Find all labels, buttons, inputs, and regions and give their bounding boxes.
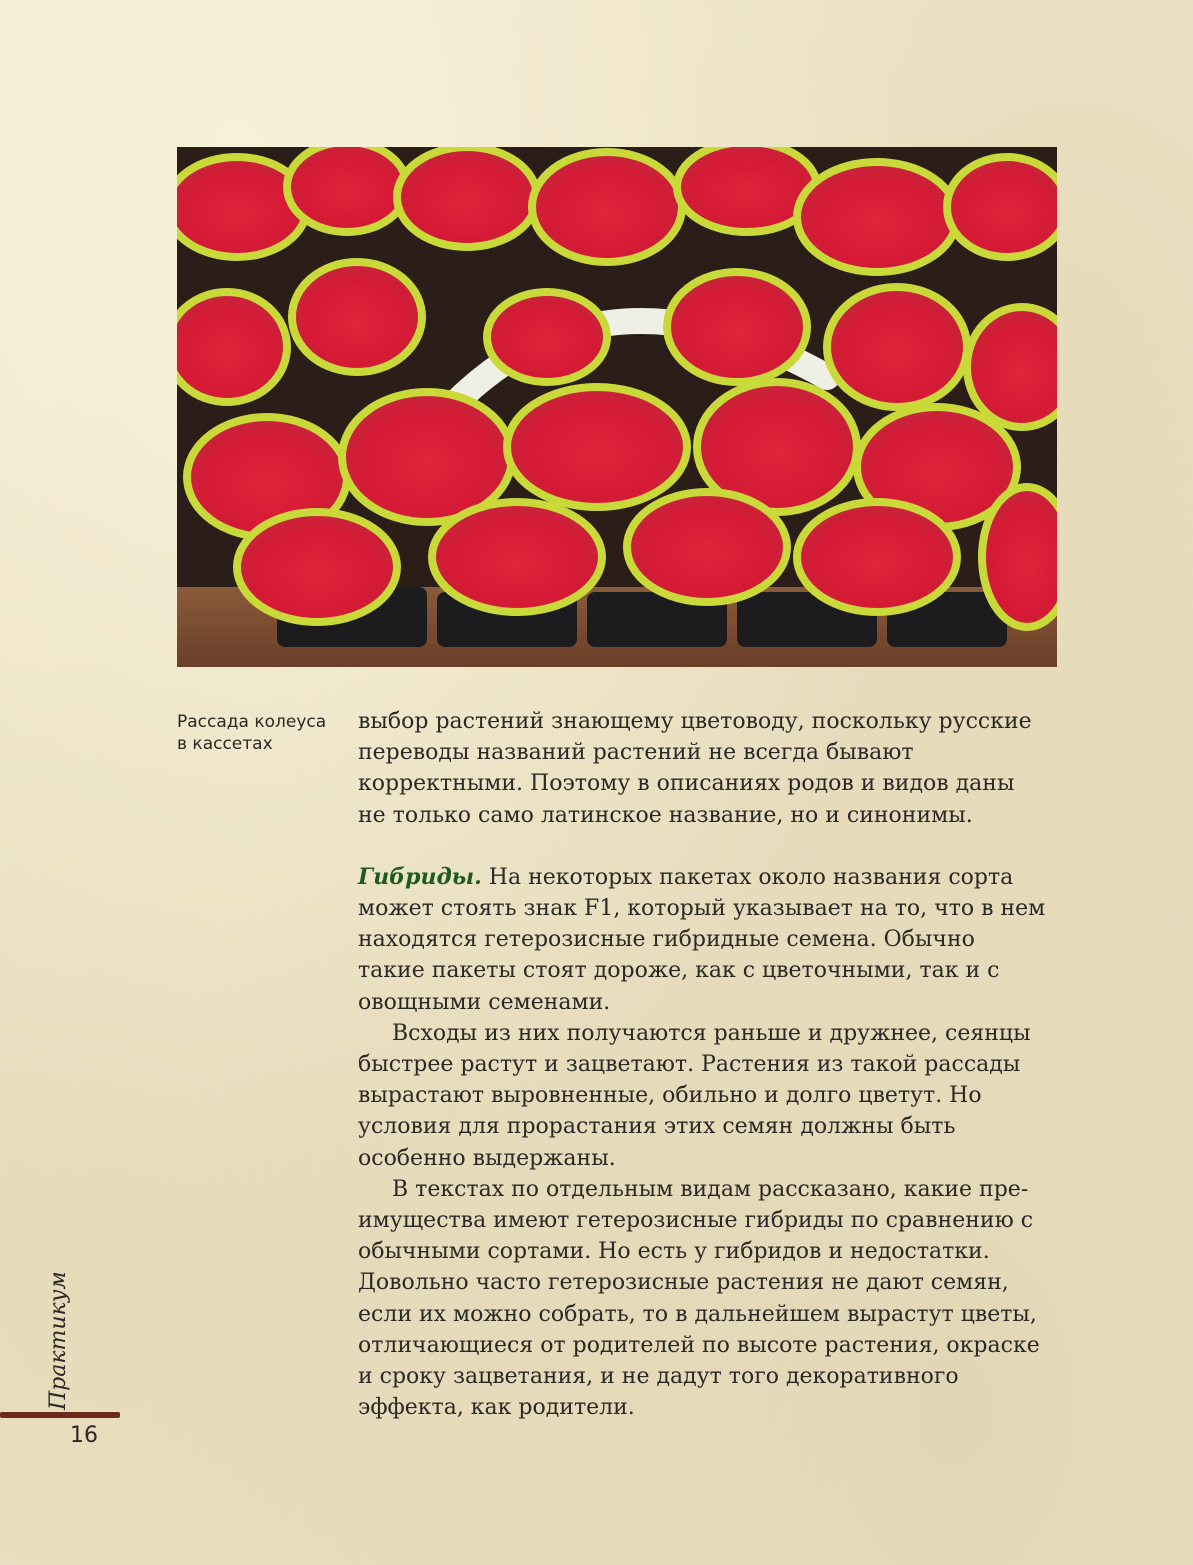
- hybrids-paragraph-2: Всходы из них получаются раньше и дружнее, сеянцы быстрее растут и зацветают. Растения из такой рассады вырастают выровненные, обильно и долго цветут. Но условия для прорастания этих семян должны быть особенно выдержаны.: [358, 1020, 1031, 1171]
- caption-line-2: в кассетах: [177, 734, 273, 754]
- intro-paragraph: выбор растений знающему цветоводу, поскольку русские переводы названий растений не всегда бывают корректными. Поэтому в описаниях родов и видов даны не только само латинское название, но и синонимы.: [358, 709, 1032, 828]
- coleus-photo: [177, 147, 1057, 667]
- photo-caption: [177, 711, 327, 755]
- section-side-label: Практикум: [46, 1271, 71, 1410]
- hybrids-paragraph: [358, 862, 1048, 1018]
- side-rule-divider: [0, 1412, 120, 1418]
- hybrids-paragraph-3: В текстах по отдельным видам рассказано, какие преимущества имеют гетерозисные гибриды по сравнению с обычными сортами. Но есть у гибридов и недостатки. Довольно часто гетерозисные растения не дают семян, если их можно собрать, то в дальнейшем вырастут цветы, отличающиеся от родителей по высоте растения, окраске и сроку зацветания, и не дадут того декоративного эффекта, как родители.: [358, 1176, 1040, 1421]
- caption-line-1: Рассада колеуса: [177, 712, 327, 732]
- hybrids-heading: Гибриды.: [358, 863, 482, 890]
- hybrids-text: На некоторых пакетах около названия сорта может стоять знак F1, который указывает на то, что в нем находятся гетерозисные гибридные семена. Обычно такие пакеты стоят дороже, как с цветочными, так и с овощными семенами.: [358, 864, 1046, 1015]
- page-number: 16: [70, 1423, 98, 1448]
- coleus-illustration: [177, 147, 1057, 667]
- article-body: [358, 706, 1048, 1423]
